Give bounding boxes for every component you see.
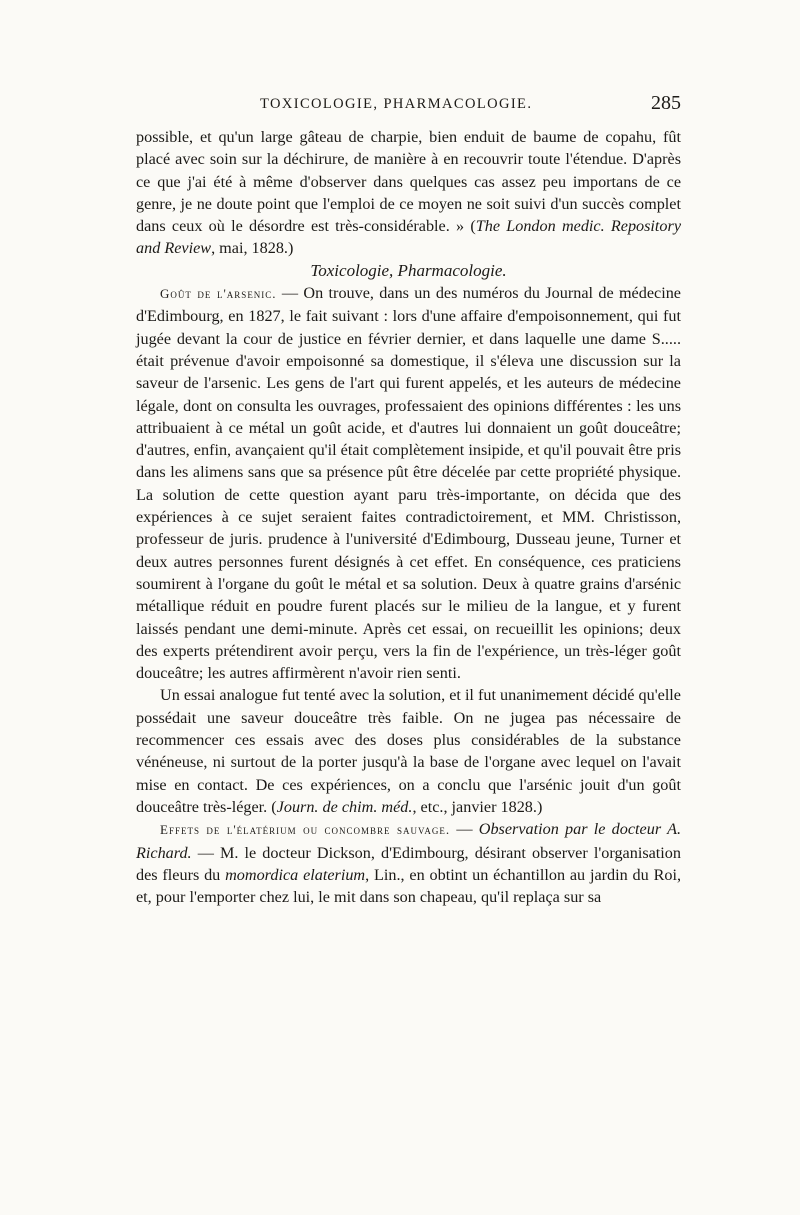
arsenic-heading: Goût de l'arsenic. (160, 286, 277, 302)
section-title: Toxicologie, Pharmacologie. (310, 260, 507, 280)
elaterium-heading: Effets de l'élatérium ou concombre sauvage. (160, 822, 451, 838)
paragraph-arsenic (136, 282, 681, 684)
paragraph-baume (136, 126, 681, 260)
citation-journ-chim: Journ. de chim. méd. (276, 797, 413, 816)
paragraph-baume-text: possible, et qu'un large gâteau de charpie, bien enduit de baume de copahu, fût placé avec soin sur la déchirure, de manière à en recouvrir toute l'étendue. D'après ce que j'ai été à même d'observer dans quelques cas assez peu importans de ce genre, je ne doute point que l'emploi de ce moyen ne soit suivi d'un succès complet dans ceux où le désordre est très-considérable. » ( (136, 128, 681, 236)
running-title: TOXICOLOGIE, PHARMACOLOGIE. (260, 96, 533, 112)
elaterium-dash: — (450, 820, 479, 839)
arsenic-text-2: Un essai analogue fut tenté avec la solution, et il fut unanimement décidé qu'elle possédait une saveur douceâtre très faible. On ne jugea pas nécessaire de recommencer ces essais avec des doses plus considérables de la substance vénéneuse, ni surtout de la porter jusqu'à la base de l'organe avec lequel on l'avait mise en contact. De ces expériences, on a conclu que l'arsénic jouit d'un goût douceâtre très-léger. ( (136, 686, 681, 816)
paragraph-arsenic-2 (136, 684, 681, 818)
page-number: 285 (651, 92, 681, 114)
body-text (136, 126, 681, 908)
citation-date: , mai, 1828.) (211, 239, 294, 258)
citation-journal: The London medic. Repository and Review (136, 217, 681, 258)
citation-journ-date: , etc., janvier 1828.) (412, 797, 543, 816)
species-name: momordica elaterium (225, 865, 366, 884)
page-header (136, 92, 681, 120)
elaterium-text-2: , Lin., en obtint un échantillon au jardin du Roi, et, pour l'emporter chez lui, le mit dans son chapeau, qu'il replaça sur sa (136, 865, 682, 907)
paragraph-elaterium (136, 818, 681, 908)
arsenic-text: — On trouve, dans un des numéros du Journal de médecine d'Edimbourg, en 1827, le fait suivant : lors d'une affaire d'empoisonnement, qui fut jugée devant la cour de justice en février dernier, et dans laquelle une dame S..... était prévenue d'avoir empoisonné sa domestique, il s'éleva une discussion sur la saveur de l'arsenic. Les gens de l'art qui furent appelés, et les auteurs de médecine légale, dont on consulta les ouvrages, professaient des opinions différentes : les uns attribuaient à ce métal un goût acide, et d'autres lui donnaient un goût douceâtre; d'autres, enfin, avançaient qu'il était complètement insipide, et qu'il pouvait être pris dans les alimens sans que sa présence pût être décelée par cette propriété physique. La solution de cette question ayant paru très-importante, on décida que des expériences à ce sujet seraient faites contradictoirement, et MM. Christisson, professeur de juris. prudence à l'université d'Edimbourg, Dusseau jeune, Turner et deux autres personnes furent désignés à cet effet. En conséquence, ces praticiens soumirent à l'organe du goût le métal et sa solution. Deux à quatre grains d'arsénic métallique réduit en poudre furent placés sur le milieu de la langue, et y furent laissés pendant une demi-minute. Après cet essai, on recueillit les opinions; deux des experts prétendirent avoir perçu, vers la fin de l'expérience, un très-léger goût douceâtre; les autres affirmèrent n'avoir rien senti. (136, 284, 681, 683)
elaterium-text: — M. le docteur Dickson, d'Edimbourg, désirant observer l'organisation des fleurs du (136, 843, 681, 884)
elaterium-subtitle: Observation par le docteur A. Richard. (136, 820, 682, 862)
